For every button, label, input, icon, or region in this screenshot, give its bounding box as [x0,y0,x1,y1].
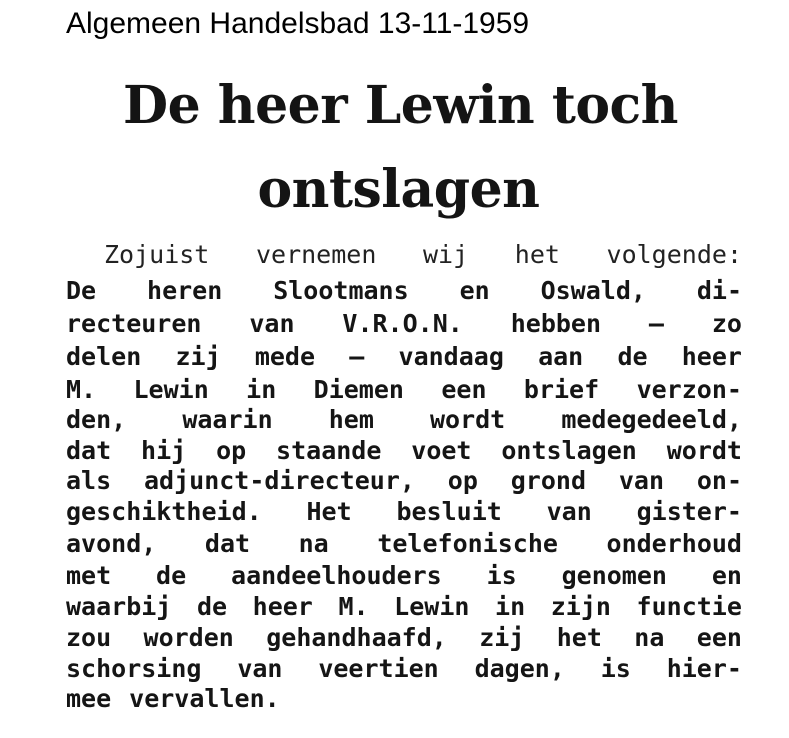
article-word: is [600,654,631,683]
article-line [66,623,742,653]
article-word: zij [175,342,221,371]
article-word: schorsing [66,654,202,683]
article-word: het [556,623,602,652]
article-line [66,654,742,684]
article-word: de [156,561,187,590]
article-word: den, [66,405,127,434]
article-word: on- [696,466,742,495]
article-line [104,240,742,270]
article-line [66,592,742,622]
article-headline-line-1: De heer Lewin toch [122,75,678,136]
article-word: heren [147,276,223,305]
article-headline-line-2: ontslagen [257,159,540,220]
article-word: van [237,654,283,683]
article-word: op [216,436,247,465]
article-word: een [696,623,742,652]
article-line [66,684,742,714]
article-word: Lewin [133,375,209,404]
article-word: hem [328,405,374,434]
article-line [66,436,742,466]
article-line [66,561,742,591]
article-word: verzon- [636,375,742,404]
article-line [66,497,742,527]
article-word: M. [66,375,97,404]
article-word: het [514,240,560,269]
article-word: wij [423,240,469,269]
article-word: vandaag [398,342,504,371]
article-word: brief [523,375,600,404]
article-word: Oswald, [540,276,646,305]
article-word: zo [711,309,742,338]
article-word: aan [538,342,584,371]
article-word: waarin [182,405,273,434]
article-word: hier- [666,654,742,683]
article-word: gehandhaafd, [266,623,447,652]
article-word: in [495,592,526,621]
article-word: de [617,342,648,371]
article-word: zou [66,623,112,652]
article-word: medegedeeld, [561,405,742,434]
article-word: van [618,466,664,495]
article-word: veertien [318,654,439,683]
article-word: De [66,276,97,305]
article-word: op [447,466,478,495]
article-word: na [298,529,329,558]
article-word: genomen [561,561,667,590]
article-word: mede [254,342,316,371]
article-word: geschiktheid. [66,497,262,526]
article-word: M. [338,592,369,621]
article-word: zij [479,623,525,652]
article-word: hij [141,436,187,465]
article-word: dat [66,436,112,465]
article-line [66,466,742,496]
article-word: dagen, [474,654,565,683]
article-word: functie [636,592,742,621]
article-word: in [246,375,277,404]
article-word: ontslagen [501,436,637,465]
article-word: dat [204,529,251,558]
article-line [66,529,742,559]
article-word: Het [306,497,352,526]
article-word: avond, [66,529,157,558]
article-word: V.R.O.N. [342,309,463,338]
article-word: mee [66,684,112,713]
article-word: Diemen [313,375,404,404]
article-word: wordt [666,436,742,465]
article-word: aandeelhouders [231,561,442,590]
article-word: besluit [396,497,502,526]
article-word: hebben [510,309,602,338]
article-word: volgende: [606,240,742,269]
article-word: adjunct-directeur, [144,466,415,495]
article-word: — [648,309,664,338]
article-word: Slootmans [273,276,409,305]
article-word: Zojuist [104,240,210,269]
article-word: staande [276,436,382,465]
article-word: de [196,592,228,621]
article-word: vernemen [255,240,377,269]
article-line [66,309,742,339]
article-word: worden [143,623,234,652]
article-word: wordt [429,405,506,434]
article-line [66,375,742,405]
article-word: waarbij [66,592,172,621]
article-word: vervallen. [129,684,280,713]
article-word: heer [252,592,313,621]
article-word: onderhoud [606,529,742,558]
article-line [66,405,742,435]
article-word: grond [510,466,586,495]
article-word: na [634,623,665,652]
article-word: en [711,561,742,590]
article-word: met [66,561,112,590]
article-word: en [459,276,490,305]
article-word: telefonische [377,529,558,558]
article-line [66,276,742,306]
article-line [66,342,742,372]
newspaper-source-label: Algemeen Handelsbad 13-11-1959 [66,7,530,40]
article-word: is [486,561,517,590]
article-word: heer [681,342,742,371]
article-word: voet [411,436,472,465]
article-word: di- [696,276,742,305]
article-word: gister- [636,497,742,526]
article-word: Lewin [394,592,470,621]
article-word: — [349,342,365,371]
article-word: als [66,466,112,495]
article-word: recteuren [66,309,202,338]
article-word: van [249,309,295,338]
article-word: zijn [550,592,611,621]
article-word: een [441,375,487,404]
article-word: delen [66,342,142,371]
article-word: van [546,497,592,526]
